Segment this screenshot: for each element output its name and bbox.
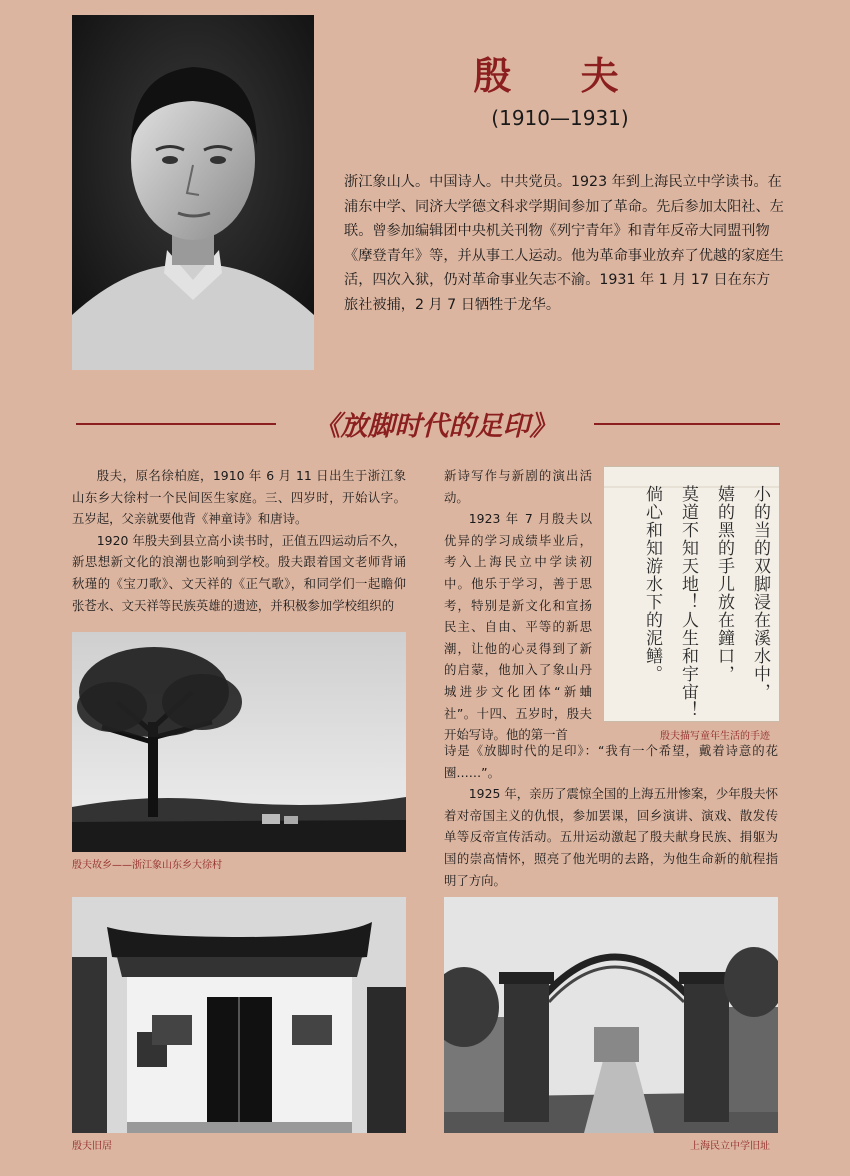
school-photo: [444, 897, 778, 1133]
svg-text:莫道不知天地！人生和宇宙！: 莫道不知天地！人生和宇宙！: [678, 485, 698, 719]
portrait-photo: [72, 15, 314, 370]
svg-text:倘心和知游水下的泥鳝。: 倘心和知游水下的泥鳝。: [642, 485, 662, 683]
section-title: 《放脚时代的足印》: [313, 411, 557, 442]
section-rule-left: [76, 423, 276, 425]
school-caption: 上海民立中学旧址: [690, 1141, 770, 1152]
paragraph: 1925 年，亲历了震惊全国的上海五卅惨案，少年殷夫怀着对帝国主义的仇恨，参加罢课，回乡演讲、演戏、散发传单等反帝宣传活动。五卅运动激起了殷夫献身民族、捐躯为国的崇高情怀，照亮了他光明的去路，为他生命新的航程指明了方向。: [444, 786, 778, 888]
hometown-caption: 殷夫故乡——浙江象山东乡大徐村: [72, 860, 222, 871]
paragraph: 诗是《放脚时代的足印》：“我有一个希望，戴着诗意的花圈……”。: [444, 743, 778, 780]
manuscript-image: [603, 466, 780, 722]
life-years: (1910—1931): [491, 106, 629, 130]
manuscript-caption: 殷夫描写童年生活的手迹: [660, 731, 770, 742]
residence-photo: [72, 897, 406, 1133]
svg-text:小的当的双脚浸在溪水中，: 小的当的双脚浸在溪水中，: [750, 485, 770, 701]
hometown-photo: [72, 632, 406, 852]
paragraph: 1920 年殷夫到县立高小读书时，正值五四运动后不久，新思想新文化的浪潮也影响到学校。殷夫跟着国文老师背诵秋瑾的《宝刀歌》、文天祥的《正气歌》，和同学们一起瞻仰张苍水、文天祥等民族英雄的遗迹，并积极参加学校组织的: [72, 532, 406, 613]
svg-text:嬉的黑的手儿放在鐘口，: 嬉的黑的手儿放在鐘口，: [714, 485, 734, 683]
paragraph: 1923 年 7 月殷夫以优异的学习成绩毕业后，考入上海民立中学读初中。他乐于学习，善于思考，特别是新文化和宣扬民主、自由、平等的新思潮，让他的心灵得到了新的启蒙，他加入了象山丹城进步文化团体“新蛐社”。十四、五岁时，殷夫开始写诗。他的第一首: [444, 511, 592, 743]
section-rule-right: [594, 423, 780, 425]
biography: 浙江象山人。中国诗人。中共党员。1923 年到上海民立中学读书。在浦东中学、同济大学德文科求学期间参加了革命。先后参加太阳社、左联。曾参加编辑团中央机关刊物《列宁青年》和青年反帝大同盟刊物《摩登青年》等，并从事工人运动。他为革命事业放弃了优越的家庭生活，四次入狱，仍对革命事业矢志不渝。1931 年 1 月 17 日在东方旅社被捕，2 月 7 日牺牲于龙华。: [344, 174, 784, 313]
paragraph: 殷夫，原名徐柏庭，1910 年 6 月 11 日出生于浙江象山东乡大徐村一个民间医生家庭。三、四岁时，开始认字。五岁起，父亲就要他背《神童诗》和唐诗。: [72, 468, 406, 527]
article-column-left: [72, 465, 406, 616]
paragraph: 新诗写作与新剧的演出活动。: [444, 468, 592, 505]
residence-caption: 殷夫旧居: [72, 1141, 112, 1152]
person-name: 殷 夫: [473, 53, 647, 98]
article-column-right-bottom: [444, 740, 778, 891]
article-column-right-top: [444, 465, 592, 746]
